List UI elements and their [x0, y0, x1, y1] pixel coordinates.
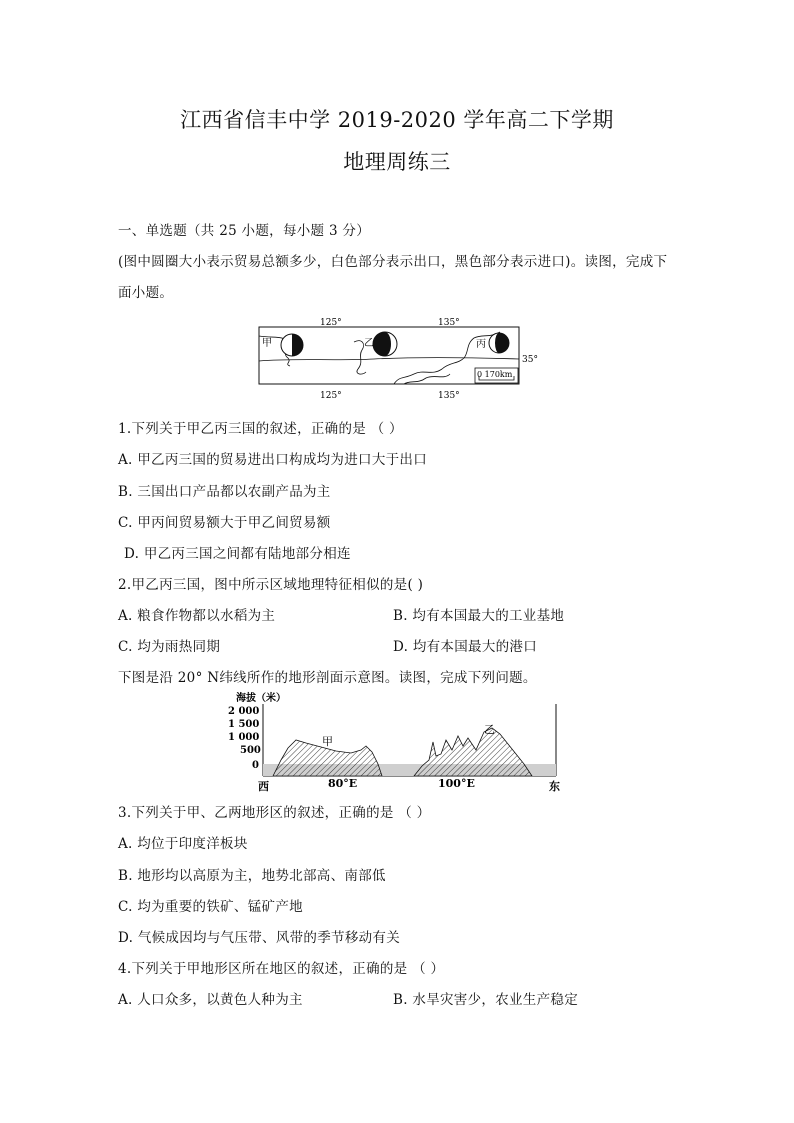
question-4-option-a: A. 人口众多，以黄色人种为主 [118, 992, 303, 1008]
profile-intro: 下图是沿 20° N纬线所作的地形剖面示意图。读图，完成下列问题。 [118, 670, 537, 686]
profile-label-yi: 乙 [484, 723, 495, 736]
map-lon-label-bottom-right: 135° [438, 391, 460, 401]
question-3-option-b: B. 地形均以高原为主，地势北部高、南部低 [118, 868, 386, 884]
terrain-east-landmass [414, 728, 532, 776]
profile-y-tick-0: 0 [252, 760, 259, 771]
question-2-option-b: B. 均有本国最大的工业基地 [393, 608, 565, 624]
question-1-option-c: C. 甲丙间贸易额大于甲乙间贸易额 [118, 515, 331, 531]
map-country-jia: 甲 [262, 338, 272, 349]
profile-y-tick-2000: 2 000 [228, 706, 260, 717]
profile-y-axis-label: 海拔（米） [236, 693, 286, 704]
intro-text-line-2: 面小题。 [118, 285, 174, 301]
document-title: 江西省信丰中学 2019-2020 学年高二下学期 [180, 108, 614, 132]
question-1-option-b: B. 三国出口产品都以农副产品为主 [118, 484, 331, 500]
question-4-option-b: B. 水旱灾害少，农业生产稳定 [393, 992, 579, 1008]
trade-map-figure [254, 314, 544, 404]
map-country-yi: 乙 [364, 338, 374, 349]
map-scale-label: 0 170km [477, 370, 513, 379]
profile-y-tick-500: 500 [240, 745, 261, 756]
import-share-yi [373, 332, 391, 356]
question-1-option-a: A. 甲乙丙三国的贸易进出口构成均为进口大于出口 [118, 452, 428, 468]
intro-text-line-1: (图中圆圈大小表示贸易总额多少，白色部分表示出口，黑色部分表示进口)。读图，完成下 [118, 254, 668, 270]
profile-west-label: 西 [258, 780, 269, 793]
question-1-option-d: D. 甲乙丙三国之间都有陆地部分相连 [124, 546, 351, 562]
question-1-stem: 1.下列关于甲乙丙三国的叙述，正确的是 （ ） [118, 421, 403, 437]
map-lon-label-bottom-left: 125° [320, 391, 342, 401]
map-country-bing: 丙 [476, 339, 486, 350]
section-heading: 一、单选题（共 25 小题，每小题 3 分） [118, 223, 371, 239]
profile-label-jia: 甲 [322, 735, 333, 748]
terrain-profile-figure [226, 690, 566, 794]
profile-y-tick-1000: 1 000 [228, 732, 260, 743]
map-lon-label-top-right: 135° [438, 318, 460, 328]
question-2-option-a: A. 粮食作物都以水稻为主 [118, 608, 276, 624]
document-subtitle: 地理周练三 [343, 150, 451, 174]
question-3-option-c: C. 均为重要的铁矿、锰矿产地 [118, 899, 303, 915]
map-lat-label: 35° [522, 355, 538, 365]
profile-x-tick-80e: 80°E [328, 777, 358, 790]
question-3-option-d: D. 气候成因均与气压带、风带的季节移动有关 [118, 930, 401, 946]
question-2-stem: 2.甲乙丙三国，图中所示区域地理特征相似的是( ) [118, 577, 424, 593]
map-lon-label-top-left: 125° [320, 318, 342, 328]
question-3-option-a: A. 均位于印度洋板块 [118, 836, 248, 852]
profile-east-label: 东 [549, 780, 560, 793]
question-2-option-d: D. 均有本国最大的港口 [393, 639, 538, 655]
profile-x-tick-100e: 100°E [438, 777, 475, 790]
latitude-line [259, 358, 519, 362]
profile-y-tick-1500: 1 500 [228, 719, 260, 730]
import-share-bing [495, 333, 509, 353]
question-2-option-c: C. 均为雨热同期 [118, 639, 221, 655]
question-3-stem: 3.下列关于甲、乙两地形区的叙述，正确的是 （ ） [118, 805, 431, 821]
question-4-stem: 4.下列关于甲地形区所在地区的叙述，正确的是 （ ） [118, 961, 445, 977]
import-share-jia [292, 334, 303, 356]
